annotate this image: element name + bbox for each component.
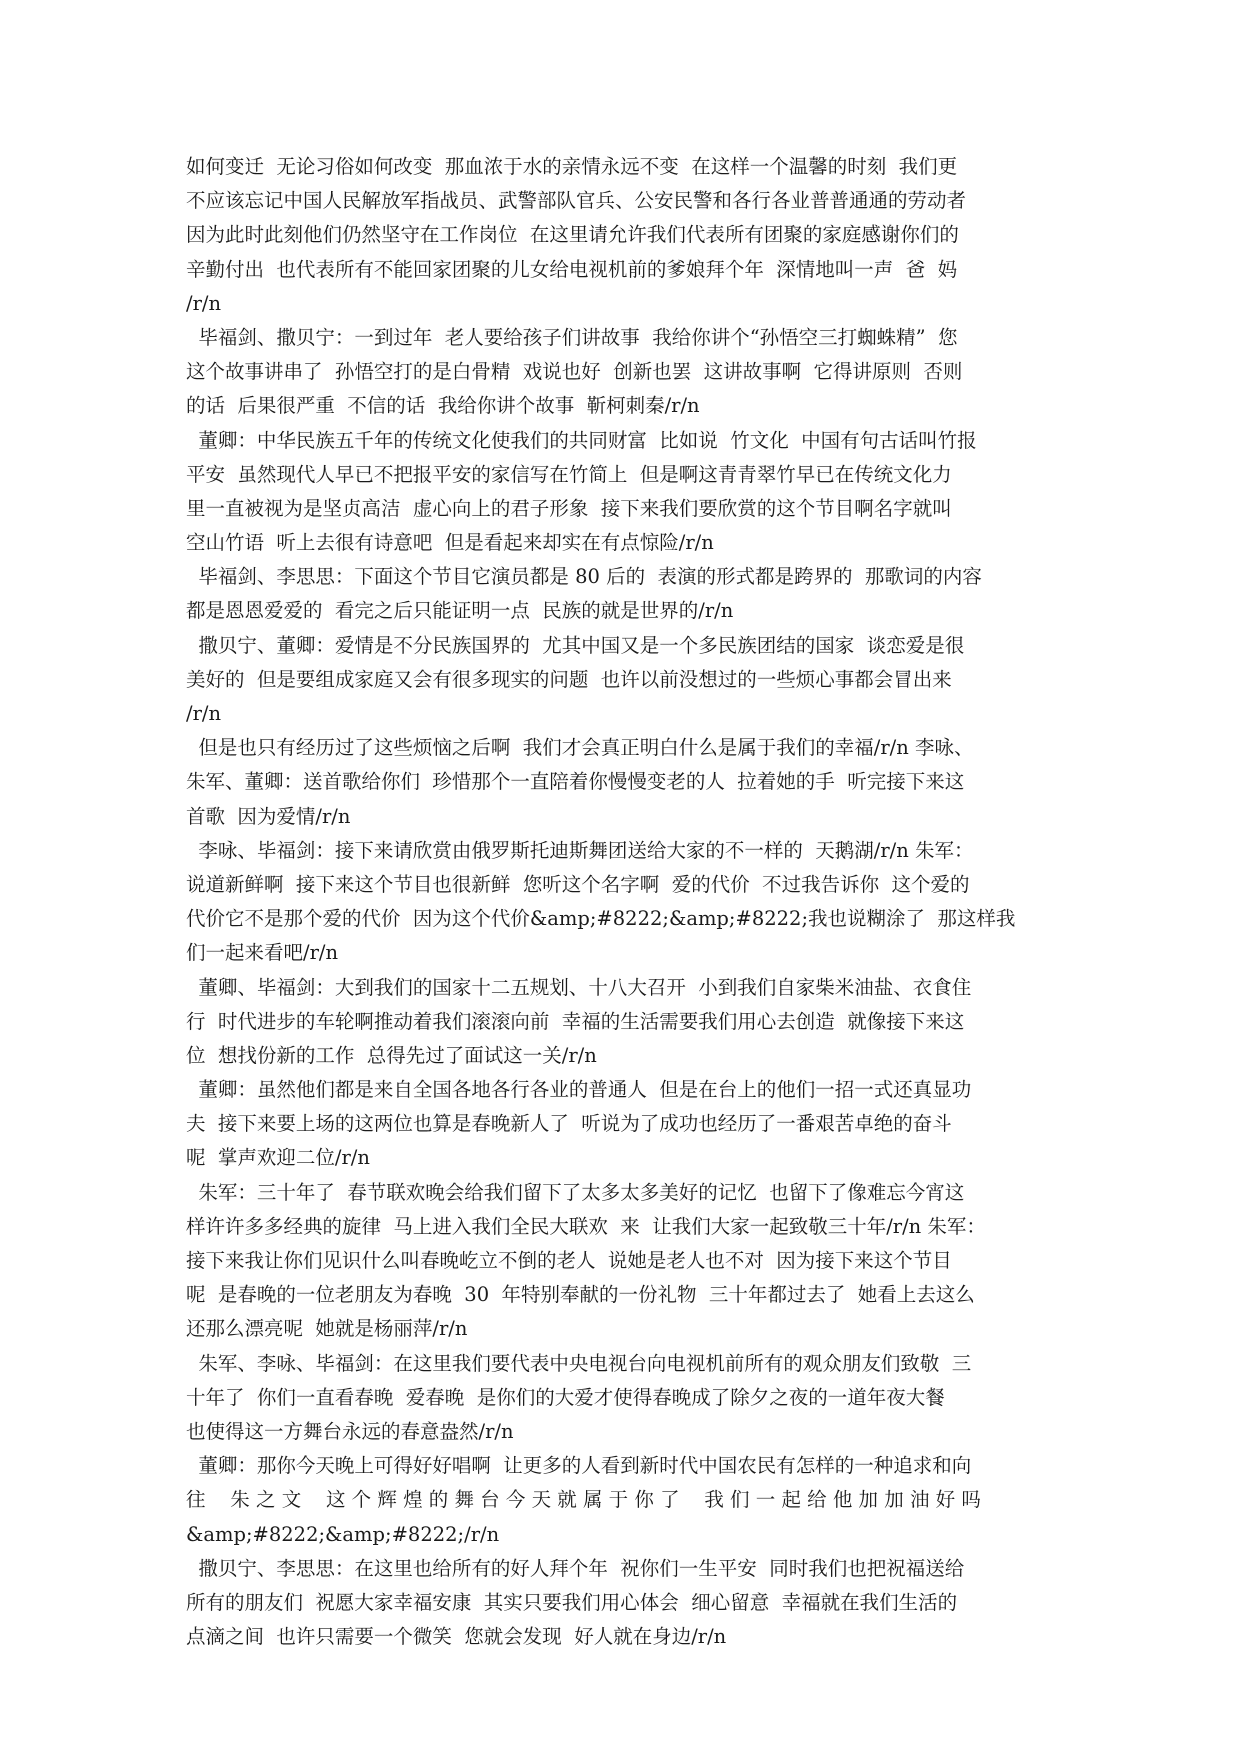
text-line: /r/n (186, 291, 222, 315)
text-line: 不应该忘记中国人民解放军指战员、武警部队官兵、公安民警和各行各业普普通通的劳动者 (186, 189, 967, 213)
text-line: 都是恩恩爱爱的 看完之后只能证明一点 民族的就是世界的/r/n (186, 599, 734, 623)
text-line: &amp;#8222;&amp;#8222;/r/n (186, 1522, 500, 1546)
text-line: 如何变迁 无论习俗如何改变 那血浓于水的亲情永远不变 在这样一个温馨的时刻 我们更 (186, 155, 958, 178)
text-line: 点滴之间 也许只需要一个微笑 您就会发现 好人就在身边/r/n (186, 1625, 727, 1649)
text-line: 朱军、李咏、毕福剑：在这里我们要代表中央电视台向电视机前所有的观众朋友们致敬 三 (186, 1351, 972, 1375)
text-line: 朱军、董卿：送首歌给你们 珍惜那个一直陪着你慢慢变老的人 拉着她的手 听完接下来这 (186, 770, 965, 794)
text-line: 董卿：中华民族五千年的传统文化使我们的共同财富 比如说 竹文化 中国有句古话叫竹报 (186, 428, 977, 452)
text-line: 代价它不是那个爱的代价 因为这个代价&amp;#8222;&amp;#8222;我也说糊涂了 那这样我 (186, 907, 1016, 931)
text-line: 撒贝宁、李思思：在这里也给所有的好人拜个年 祝你们一生平安 同时我们也把祝福送给 (186, 1556, 965, 1580)
text-line: 呢 掌声欢迎二位/r/n (186, 1146, 370, 1170)
text-line: 董卿：虽然他们都是来自全国各地各行各业的普通人 但是在台上的他们一招一式还真显功 (186, 1078, 972, 1102)
text-line: 往 朱 之 文 这 个 辉 煌 的 舞 台 今 天 就 属 于 你 了 我 们 一 起 给 他 加 加 油 好 吗 (186, 1488, 981, 1512)
text-line: 位 想找份新的工作 总得先过了面试这一关/r/n (186, 1043, 597, 1067)
text-line: 这个故事讲串了 孙悟空打的是白骨精 戏说也好 创新也罢 这讲故事啊 它得讲原则 否则 (186, 360, 963, 384)
text-line: 董卿：那你今天晚上可得好好唱啊 让更多的人看到新时代中国农民有怎样的一种追求和向 (186, 1454, 972, 1478)
text-line: 里一直被视为是坚贞高洁 虚心向上的君子形象 接下来我们要欣赏的这个节目啊名字就叫 (186, 496, 952, 520)
text-line: 首歌 因为爱情/r/n (186, 804, 351, 828)
text-line: 呢 是春晚的一位老朋友为春晚 30 年特别奉献的一份礼物 三十年都过去了 她看上去这么 (186, 1283, 975, 1307)
text-line: 李咏、毕福剑：接下来请欣赏由俄罗斯托迪斯舞团送给大家的不一样的 天鹅湖/r/n 朱军： (186, 838, 974, 862)
text-line: 十年了 你们一直看春晚 爱春晚 是你们的大爱才使得春晚成了除夕之夜的一道年夜大餐 (186, 1385, 945, 1409)
text-line: 朱军：三十年了 春节联欢晚会给我们留下了太多太多美好的记忆 也留下了像难忘今宵这 (186, 1180, 965, 1204)
text-line: 的话 后果很严重 不信的话 我给你讲个故事 靳柯刺秦/r/n (186, 394, 700, 418)
text-line: 辛勤付出 也代表所有不能回家团聚的儿女给电视机前的爹娘拜个年 深情地叫一声 爸 妈 (186, 257, 958, 281)
text-line: 们一起来看吧/r/n (186, 941, 339, 965)
text-line: 撒贝宁、董卿：爱情是不分民族国界的 尤其中国又是一个多民族团结的国家 谈恋爱是很 (186, 633, 965, 657)
text-line: 也使得这一方舞台永远的春意盎然/r/n (186, 1419, 514, 1443)
text-line: /r/n (186, 702, 222, 725)
text-line: 毕福剑、撒贝宁：一到过年 老人要给孩子们讲故事 我给你讲个“孙悟空三打蜘蛛精” 您 (186, 325, 958, 349)
text-line: 平安 虽然现代人早已不把报平安的家信写在竹简上 但是啊这青青翠竹早已在传统文化力 (186, 462, 952, 486)
text-line: 所有的朋友们 祝愿大家幸福安康 其实只要我们用心体会 细心留意 幸福就在我们生活的 (186, 1590, 958, 1614)
text-line: 但是也只有经历过了这些烦恼之后啊 我们才会真正明白什么是属于我们的幸福/r/n 李咏、 (186, 736, 974, 760)
text-line: 美好的 但是要组成家庭又会有很多现实的问题 也许以前没想过的一些烦心事都会冒出来 (186, 667, 952, 691)
text-line: 行 时代进步的车轮啊推动着我们滚滚向前 幸福的生活需要我们用心去创造 就像接下来这 (186, 1009, 965, 1033)
text-line: 夫 接下来要上场的这两位也算是春晚新人了 听说为了成功也经历了一番艰苦卓绝的奋斗 (186, 1112, 952, 1136)
text-line: 董卿、毕福剑：大到我们的国家十二五规划、十八大召开 小到我们自家柴米油盐、衣食住 (186, 975, 972, 999)
text-line: 接下来我让你们见识什么叫春晚屹立不倒的老人 说她是老人也不对 因为接下来这个节目 (186, 1249, 952, 1272)
text-line: 还那么漂亮呢 她就是杨丽萍/r/n (186, 1317, 468, 1341)
text-line: 毕福剑、李思思：下面这个节目它演员都是 80 后的 表演的形式都是跨界的 那歌词的内容 (186, 565, 982, 589)
text-line: 样许许多多经典的旋律 马上进入我们全民大联欢 来 让我们大家一起致敬三十年/r/n 朱军： (186, 1214, 986, 1238)
text-line: 说道新鲜啊 接下来这个节目也很新鲜 您听这个名字啊 爱的代价 不过我告诉你 这个爱的 (186, 872, 970, 896)
text-line: 因为此时此刻他们仍然坚守在工作岗位 在这里请允许我们代表所有团聚的家庭感谢你们的 (186, 223, 959, 247)
document-body-text (186, 150, 1054, 1654)
text-line: 空山竹语 听上去很有诗意吧 但是看起来却实在有点惊险/r/n (186, 531, 714, 555)
